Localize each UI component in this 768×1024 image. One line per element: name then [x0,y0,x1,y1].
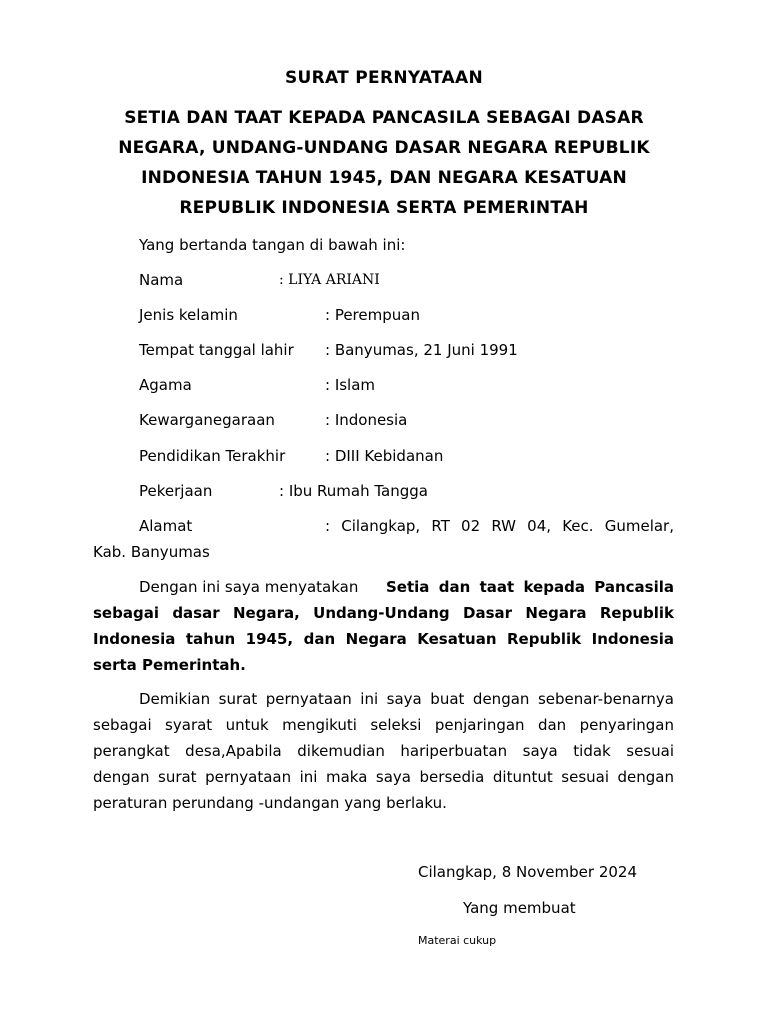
field-value-pendidikan: : DIII Kebidanan [325,447,444,465]
signature-stamp-note: Materai cukup [418,934,497,947]
field-value-kewarganegaraan: : Indonesia [325,411,408,429]
subtitle-line-2: NEGARA, UNDANG-UNDANG DASAR NEGARA REPUBLIK [118,138,650,158]
field-value-alamat: : Cilangkap, RT 02 RW 04, Kec. Gumelar, [325,517,674,535]
closing-line-2: sebagai syarat untuk mengikuti seleksi penjaringan dan penyaringan [93,716,674,734]
field-value-nama: : LIYA ARIANI [279,272,380,288]
closing-line-5: peraturan perundang -undangan yang berlaku. [93,794,447,812]
field-value-jenis-kelamin: : Perempuan [325,306,420,324]
statement-bold-line-4: serta Pemerintah. [93,656,246,674]
signature-place-date: Cilangkap, 8 November 2024 [418,863,637,881]
subtitle-line-3: INDONESIA TAHUN 1945, DAN NEGARA KESATUAN [141,168,627,188]
field-value-ttl: : Banyumas, 21 Juni 1991 [325,341,518,359]
field-value-alamat-continuation: Kab. Banyumas [93,543,210,561]
subtitle-line-1: SETIA DAN TAAT KEPADA PANCASILA SEBAGAI DASAR [124,108,644,128]
statement-bold-line-2: sebagai dasar Negara, Undang-Undang Dasar Negara Republik [93,604,674,622]
statement-bold-line-1: Setia dan taat kepada Pancasila [386,578,674,596]
field-label-jenis-kelamin: Jenis kelamin [139,306,238,324]
field-label-agama: Agama [139,376,192,394]
field-label-pendidikan: Pendidikan Terakhir [139,447,286,465]
signature-signer-label: Yang membuat [463,899,576,917]
subtitle-line-4: REPUBLIK INDONESIA SERTA PEMERINTAH [179,198,589,218]
document-title: SURAT PERNYATAAN [284,68,484,88]
field-label-kewarganegaraan: Kewarganegaraan [139,411,275,429]
field-label-nama: Nama [139,271,184,289]
field-value-agama: : Islam [325,376,376,394]
field-label-ttl: Tempat tanggal lahir [139,341,294,359]
closing-line-3: perangkat desa,Apabila dikemudian hariperbuatan saya tidak sesuai [93,742,674,760]
closing-line-1: Demikian surat pernyataan ini saya buat dengan sebenar-benarnya [139,690,674,708]
closing-line-4: dengan surat pernyataan ini maka saya bersedia dituntut sesuai dengan [93,768,674,786]
statement-lead: Dengan ini saya menyatakan [139,578,359,596]
field-value-pekerjaan: : Ibu Rumah Tangga [279,482,428,500]
field-label-alamat: Alamat [139,517,193,535]
statement-bold-line-3: Indonesia tahun 1945, dan Negara Kesatuan Republik Indonesia [93,630,674,648]
intro-text: Yang bertanda tangan di bawah ini: [139,236,406,254]
field-label-pekerjaan: Pekerjaan [139,482,213,500]
